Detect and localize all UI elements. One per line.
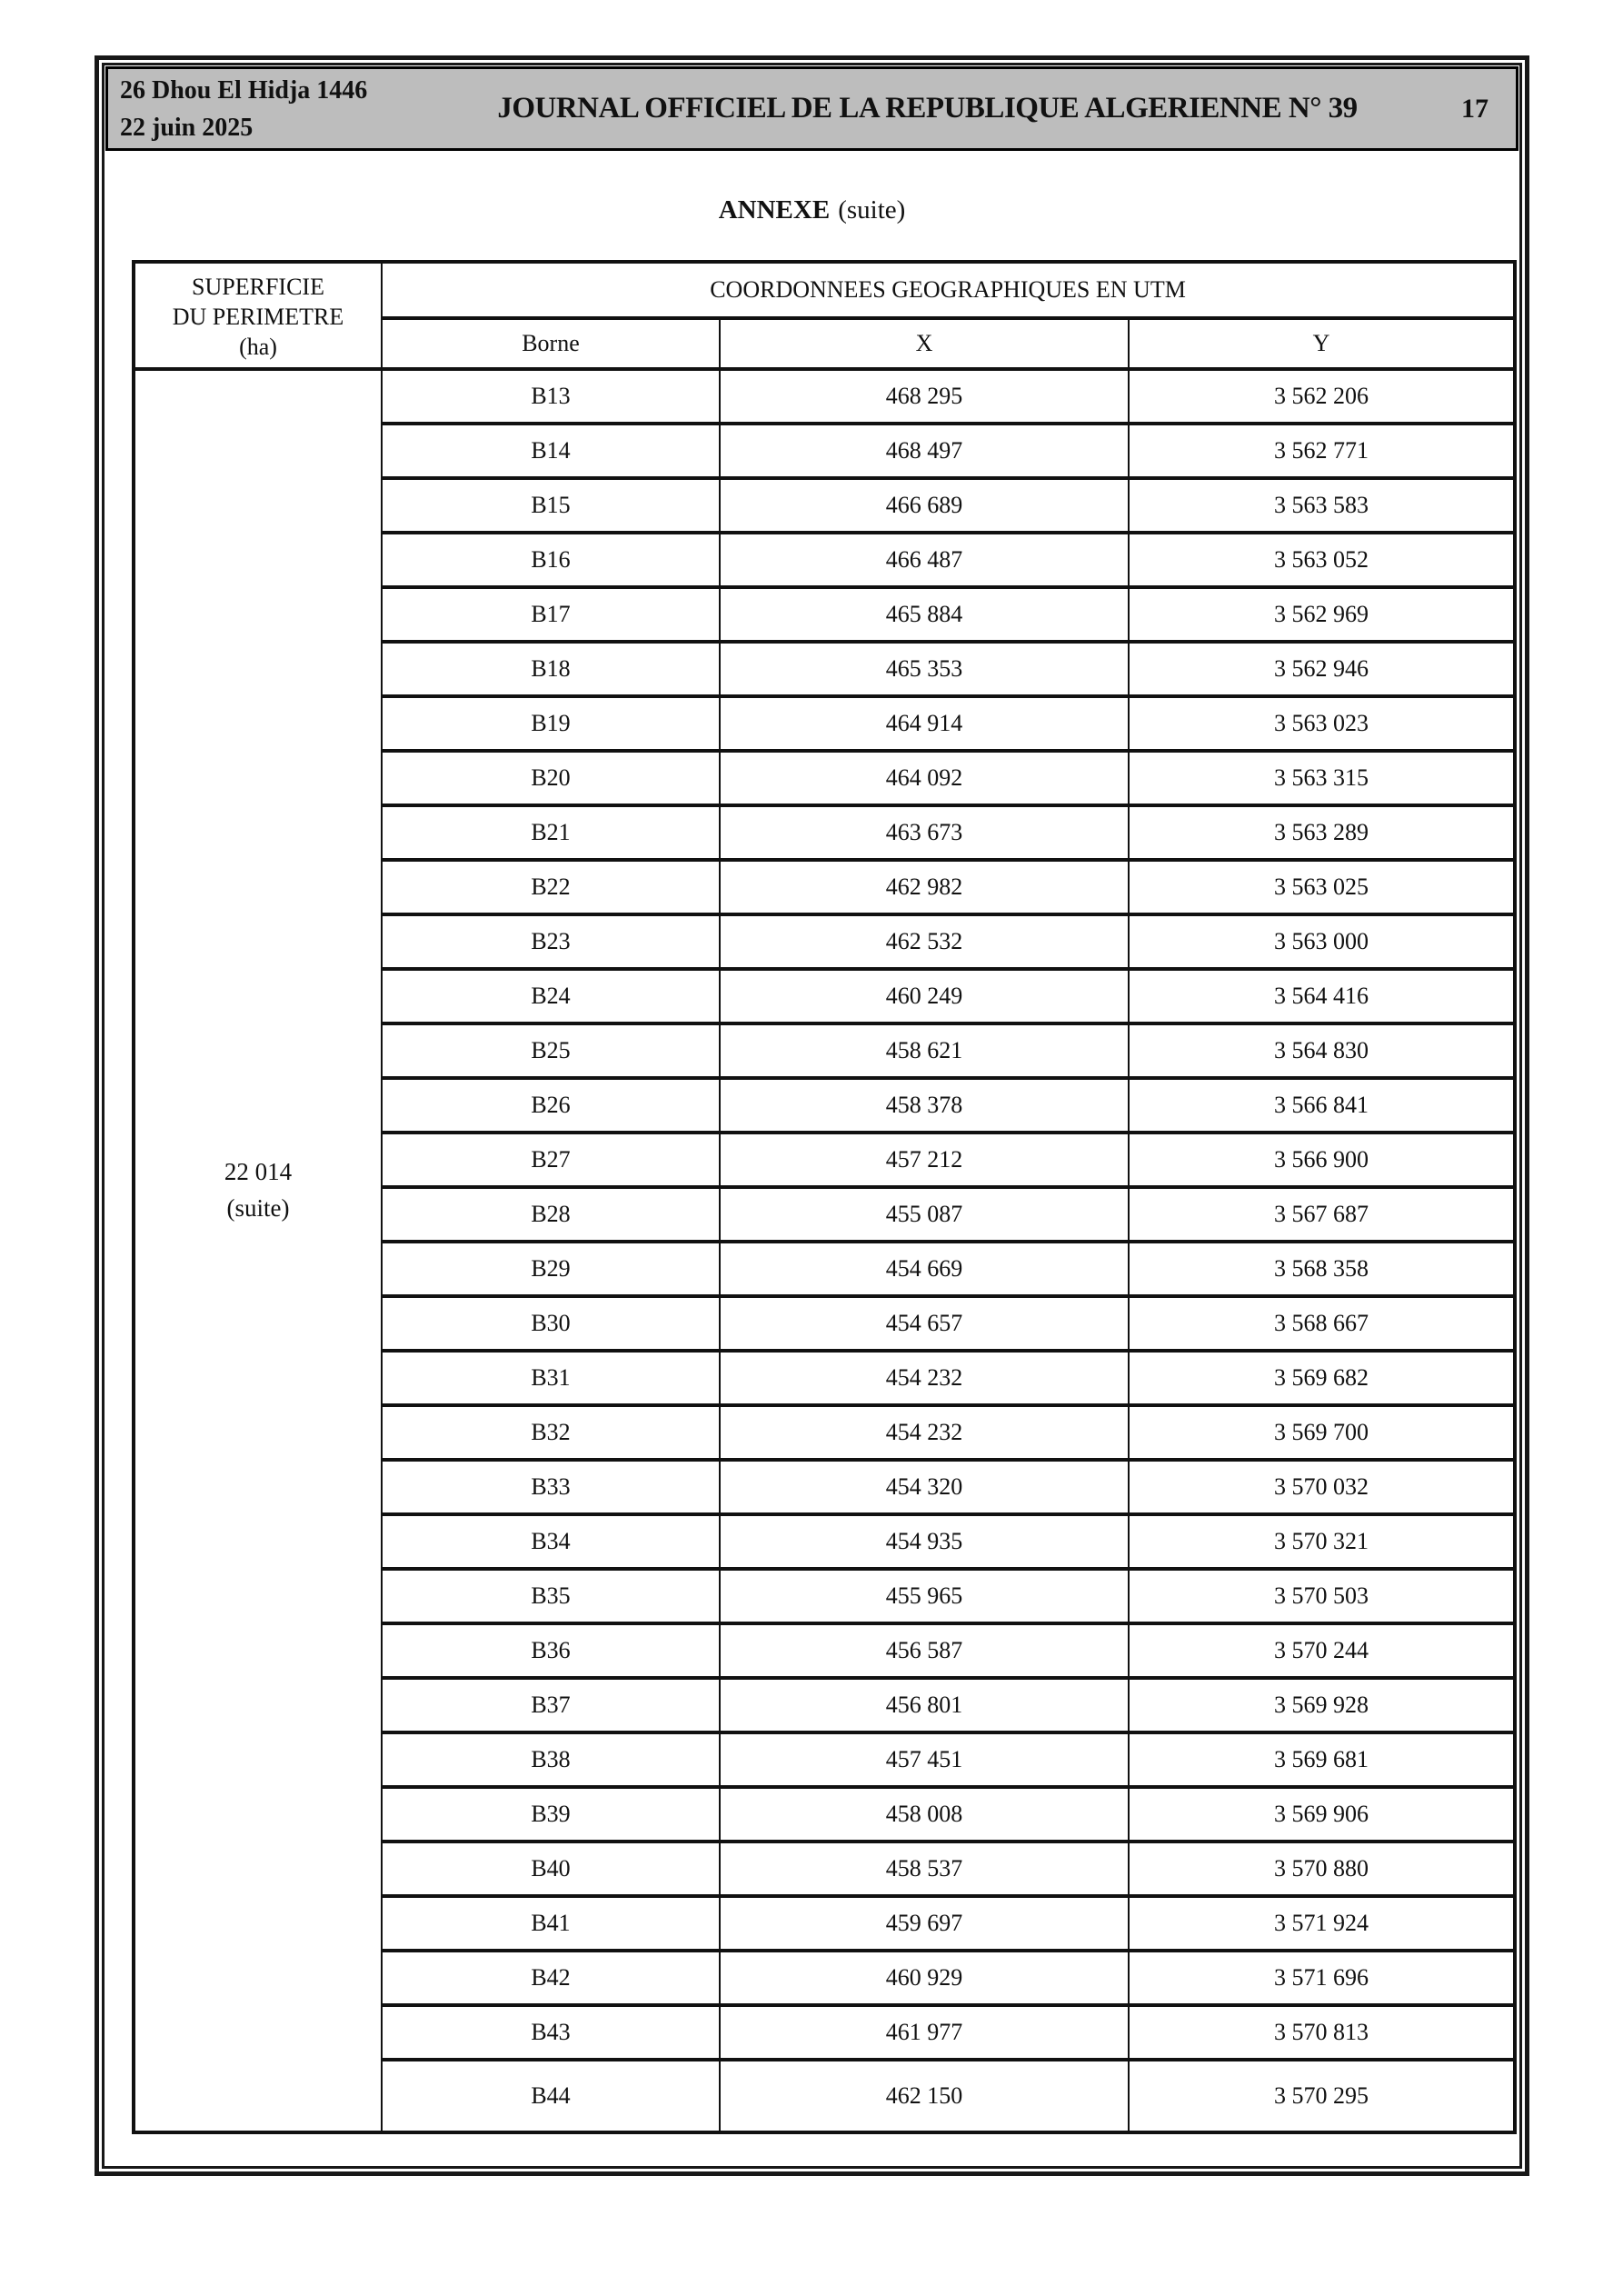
y-coordinate-cell: 3 564 830 [1129, 1023, 1515, 1078]
borne-cell: B22 [382, 860, 720, 914]
borne-cell: B27 [382, 1133, 720, 1187]
y-coordinate-cell: 3 563 583 [1129, 478, 1515, 533]
x-column-header: X [720, 318, 1129, 369]
y-coordinate-cell: 3 571 924 [1129, 1896, 1515, 1951]
x-coordinate-cell: 465 884 [720, 587, 1129, 642]
x-coordinate-cell: 457 451 [720, 1732, 1129, 1787]
x-coordinate-cell: 466 689 [720, 478, 1129, 533]
y-coordinate-cell: 3 569 906 [1129, 1787, 1515, 1842]
x-coordinate-cell: 454 935 [720, 1514, 1129, 1569]
borne-cell: B28 [382, 1187, 720, 1242]
borne-cell: B25 [382, 1023, 720, 1078]
x-coordinate-cell: 455 965 [720, 1569, 1129, 1623]
y-coordinate-cell: 3 569 700 [1129, 1405, 1515, 1460]
borne-cell: B32 [382, 1405, 720, 1460]
y-coordinate-cell: 3 571 696 [1129, 1951, 1515, 2005]
y-coordinate-cell: 3 563 025 [1129, 860, 1515, 914]
y-coordinate-cell: 3 562 946 [1129, 642, 1515, 696]
y-coordinate-cell: 3 566 841 [1129, 1078, 1515, 1133]
y-coordinate-cell: 3 570 295 [1129, 2060, 1515, 2132]
annexe-title: ANNEXE [718, 195, 831, 225]
y-coordinate-cell: 3 562 771 [1129, 424, 1515, 478]
borne-cell: B24 [382, 969, 720, 1023]
y-coordinate-cell: 3 570 321 [1129, 1514, 1515, 1569]
borne-cell: B21 [382, 805, 720, 860]
y-coordinate-cell: 3 570 503 [1129, 1569, 1515, 1623]
y-coordinate-cell: 3 570 813 [1129, 2005, 1515, 2060]
superficie-column-header [134, 262, 382, 369]
borne-cell: B31 [382, 1351, 720, 1405]
borne-cell: B18 [382, 642, 720, 696]
borne-column-header: Borne [382, 318, 720, 369]
x-coordinate-cell: 462 150 [720, 2060, 1129, 2132]
y-coordinate-cell: 3 568 358 [1129, 1242, 1515, 1296]
y-coordinate-cell: 3 564 416 [1129, 969, 1515, 1023]
x-coordinate-cell: 466 487 [720, 533, 1129, 587]
x-coordinate-cell: 462 532 [720, 914, 1129, 969]
y-coordinate-cell: 3 566 900 [1129, 1133, 1515, 1187]
borne-cell: B29 [382, 1242, 720, 1296]
borne-cell: B42 [382, 1951, 720, 2005]
x-coordinate-cell: 460 249 [720, 969, 1129, 1023]
borne-cell: B16 [382, 533, 720, 587]
superficie-header-line: SUPERFICIE [192, 273, 324, 300]
y-coordinate-cell: 3 563 289 [1129, 805, 1515, 860]
x-coordinate-cell: 465 353 [720, 642, 1129, 696]
y-coordinate-cell: 3 569 682 [1129, 1351, 1515, 1405]
x-coordinate-cell: 464 092 [720, 751, 1129, 805]
y-coordinate-cell: 3 569 681 [1129, 1732, 1515, 1787]
x-coordinate-cell: 459 697 [720, 1896, 1129, 1951]
x-coordinate-cell: 454 232 [720, 1405, 1129, 1460]
coordinates-header: COORDONNEES GEOGRAPHIQUES EN UTM [382, 262, 1515, 318]
x-coordinate-cell: 458 621 [720, 1023, 1129, 1078]
x-coordinate-cell: 468 295 [720, 369, 1129, 424]
page-frame [95, 55, 1529, 2176]
superficie-note: (suite) [226, 1194, 290, 1222]
x-coordinate-cell: 462 982 [720, 860, 1129, 914]
y-coordinate-cell: 3 567 687 [1129, 1187, 1515, 1242]
borne-cell: B38 [382, 1732, 720, 1787]
x-coordinate-cell: 458 537 [720, 1842, 1129, 1896]
borne-cell: B15 [382, 478, 720, 533]
borne-cell: B40 [382, 1842, 720, 1896]
annexe-subtitle: (suite) [838, 195, 906, 225]
page-frame-inner [102, 63, 1522, 2169]
date-hijri: 26 Dhou El Hidja 1446 [120, 76, 368, 105]
borne-cell: B41 [382, 1896, 720, 1951]
x-coordinate-cell: 460 929 [720, 1951, 1129, 2005]
masthead-dates [108, 69, 446, 148]
y-coordinate-cell: 3 570 244 [1129, 1623, 1515, 1678]
x-coordinate-cell: 455 087 [720, 1187, 1129, 1242]
borne-cell: B43 [382, 2005, 720, 2060]
borne-cell: B13 [382, 369, 720, 424]
annexe-heading [105, 151, 1519, 260]
borne-cell: B37 [382, 1678, 720, 1732]
superficie-header-line: (ha) [239, 333, 277, 360]
borne-cell: B23 [382, 914, 720, 969]
borne-cell: B36 [382, 1623, 720, 1678]
borne-cell: B30 [382, 1296, 720, 1351]
y-coordinate-cell: 3 563 052 [1129, 533, 1515, 587]
x-coordinate-cell: 463 673 [720, 805, 1129, 860]
y-coordinate-cell: 3 568 667 [1129, 1296, 1515, 1351]
table-header-row-1 [134, 262, 1515, 318]
borne-cell: B19 [382, 696, 720, 751]
x-coordinate-cell: 457 212 [720, 1133, 1129, 1187]
superficie-header-line: DU PERIMETRE [172, 303, 344, 330]
masthead-band [105, 66, 1518, 151]
y-coordinate-cell: 3 563 000 [1129, 914, 1515, 969]
page-number: 17 [1461, 93, 1489, 124]
borne-cell: B14 [382, 424, 720, 478]
x-coordinate-cell: 454 657 [720, 1296, 1129, 1351]
borne-cell: B34 [382, 1514, 720, 1569]
table-body [134, 369, 1515, 2132]
y-coordinate-cell: 3 563 023 [1129, 696, 1515, 751]
y-coordinate-cell: 3 570 880 [1129, 1842, 1515, 1896]
borne-cell: B44 [382, 2060, 720, 2132]
y-coordinate-cell: 3 569 928 [1129, 1678, 1515, 1732]
superficie-value: 22 014 [224, 1158, 293, 1185]
x-coordinate-cell: 468 497 [720, 424, 1129, 478]
y-coordinate-cell: 3 570 032 [1129, 1460, 1515, 1514]
borne-cell: B20 [382, 751, 720, 805]
y-coordinate-cell: 3 562 969 [1129, 587, 1515, 642]
y-coordinate-cell: 3 563 315 [1129, 751, 1515, 805]
y-coordinate-cell: 3 562 206 [1129, 369, 1515, 424]
x-coordinate-cell: 461 977 [720, 2005, 1129, 2060]
borne-cell: B33 [382, 1460, 720, 1514]
borne-cell: B35 [382, 1569, 720, 1623]
superficie-value-cell [134, 369, 382, 2132]
x-coordinate-cell: 458 378 [720, 1078, 1129, 1133]
x-coordinate-cell: 454 669 [720, 1242, 1129, 1296]
borne-cell: B26 [382, 1078, 720, 1133]
borne-cell: B17 [382, 587, 720, 642]
x-coordinate-cell: 454 320 [720, 1460, 1129, 1514]
table-row [134, 369, 1515, 424]
x-coordinate-cell: 454 232 [720, 1351, 1129, 1405]
x-coordinate-cell: 464 914 [720, 696, 1129, 751]
y-column-header: Y [1129, 318, 1515, 369]
coordinates-table [132, 260, 1517, 2134]
journal-title: JOURNAL OFFICIEL DE LA REPUBLIQUE ALGERIENNE N° 39 [497, 92, 1358, 125]
borne-cell: B39 [382, 1787, 720, 1842]
x-coordinate-cell: 458 008 [720, 1787, 1129, 1842]
date-gregorian: 22 juin 2025 [120, 114, 254, 142]
x-coordinate-cell: 456 587 [720, 1623, 1129, 1678]
x-coordinate-cell: 456 801 [720, 1678, 1129, 1732]
